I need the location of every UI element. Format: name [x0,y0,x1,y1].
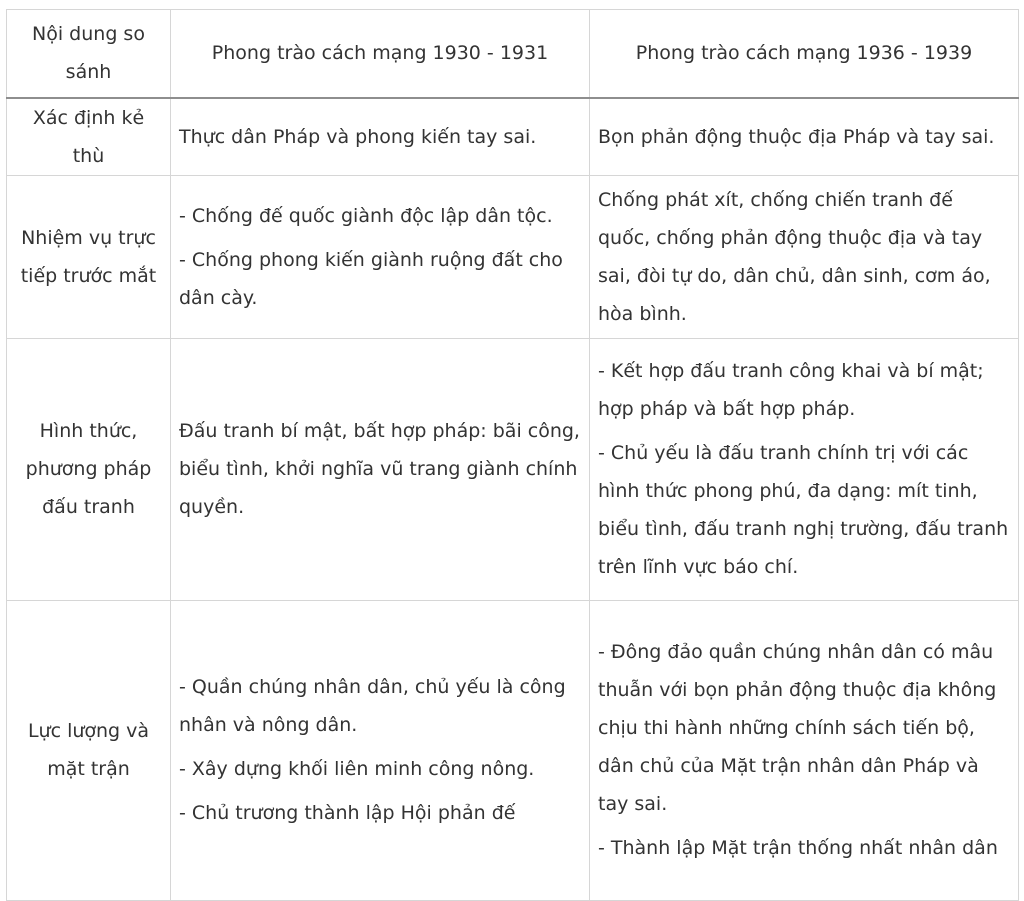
cell-text: Thực dân Pháp và phong kiến tay sai. [179,125,537,148]
cell-1936 [590,98,1019,176]
header-row [7,10,1019,98]
cell-text: - Thành lập Mặt trận thống nhất nhân dân [598,837,998,859]
cell-text: Bọn phản động thuộc địa Pháp và tay sai. [598,125,995,148]
cell-text: - Quần chúng nhân dân, chủ yếu là công nhân và nông dân. [179,676,566,736]
header-movement-1936: Phong trào cách mạng 1936 - 1939 [590,10,1019,98]
row-label: Nhiệm vụ trực tiếp trước mắt [7,175,171,338]
comparison-table [6,9,1019,901]
table-row [7,175,1019,338]
cell-text: Chống phát xít, chống chiến tranh đế quốc, chống phản động thuộc địa và tay sai, đòi tự do, dân chủ, dân sinh, cơm áo, hòa bình. [598,188,991,325]
header-criteria: Nội dung so sánh [7,10,171,98]
cell-text: - Xây dựng khối liên minh công nông. [179,758,535,780]
cell-text: - Chống đế quốc giành độc lập dân tộc. [179,204,553,227]
cell-text: - Chống phong kiến giành ruộng đất cho dân cày. [179,248,563,309]
table-row [7,600,1019,900]
cell-text: Đấu tranh bí mật, bất hợp pháp: bãi công, biểu tình, khởi nghĩa vũ trang giành chính quyền. [179,420,580,518]
table-row [7,98,1019,176]
cell-1936 [590,600,1019,900]
row-label: Lực lượng và mặt trận [7,600,171,900]
table-row [7,338,1019,600]
cell-1930 [171,98,590,176]
cell-1936 [590,175,1019,338]
row-label: Hình thức, phương pháp đấu tranh [7,338,171,600]
cell-1930 [171,175,590,338]
cell-1930 [171,338,590,600]
cell-text: - Đông đảo quần chúng nhân dân có mâu thuẫn với bọn phản động thuộc địa không chịu thi hành những chính sách tiến bộ, dân chủ của Mặt trận nhân dân Pháp và tay sai. [598,641,997,815]
row-label: Xác định kẻ thù [7,98,171,176]
cell-1936 [590,338,1019,600]
cell-text: - Chủ yếu là đấu tranh chính trị với các hình thức phong phú, đa dạng: mít tinh, biểu tình, đấu tranh nghị trường, đấu tranh trên lĩnh vực báo chí. [598,442,1009,578]
cell-text: - Chủ trương thành lập Hội phản đế [179,802,516,824]
header-movement-1930: Phong trào cách mạng 1930 - 1931 [171,10,590,98]
cell-1930 [171,600,590,900]
cell-text: - Kết hợp đấu tranh công khai và bí mật; hợp pháp và bất hợp pháp. [598,360,984,420]
